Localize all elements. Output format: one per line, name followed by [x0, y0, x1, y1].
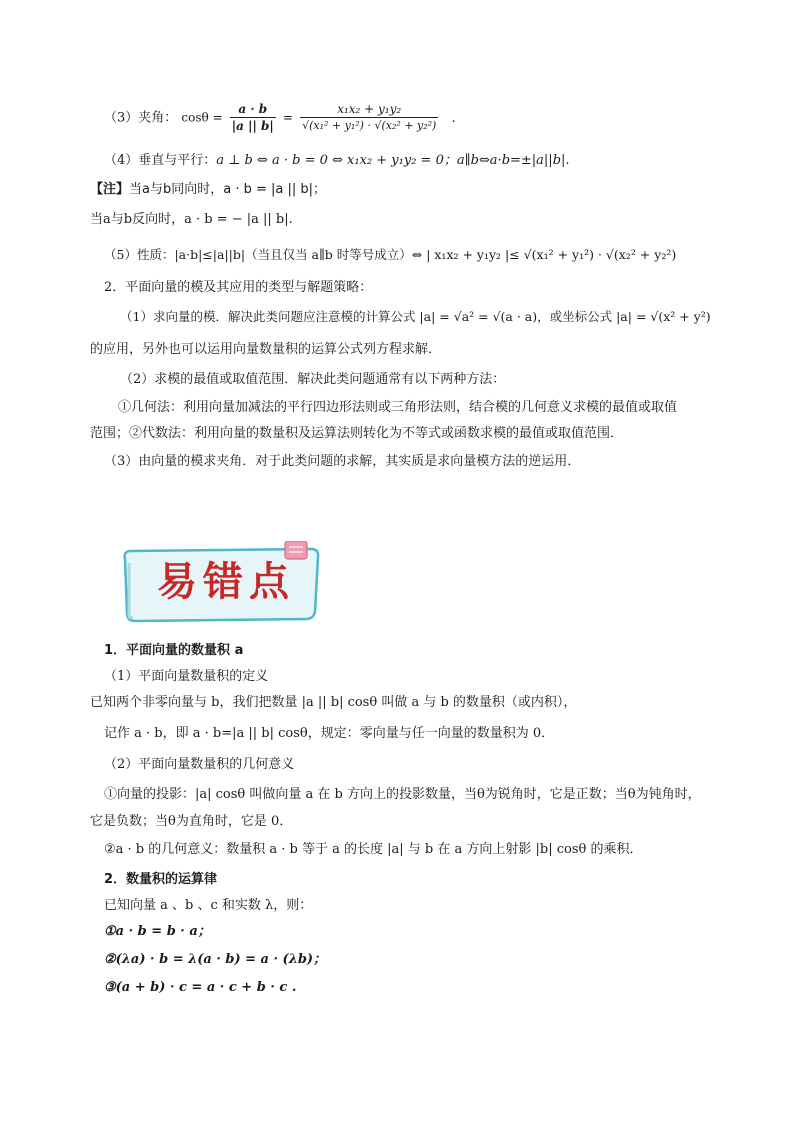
methods-line-1: ①几何法：利用向量加减法的平行四边形法则或三角形法则，结合模的几何意义求模的最值或取值	[118, 400, 678, 415]
property-line: （5）性质：|a·b|≤|a||b|（当且仅当 a∥b 时等号成立）⇔ | x₁x₂ + y₁y₂ |≤ √(x₁² + y₁²) · √(x₂² + y₂²)	[104, 247, 677, 262]
laws-intro: 已知向量 a 、b 、c 和实数 λ，则：	[104, 898, 313, 913]
law-distributive: ③(a + b) · c = a · c + b · c .	[104, 980, 297, 995]
law-scalar: ②(λa) · b = λ(a · b) = a · (λb)；	[104, 952, 327, 967]
methods-line-2: 范围；②代数法：利用向量的数量积及运算法则转化为不等式或函数求模的最值或取值范围．	[90, 426, 624, 441]
geometric-subheading: （2）平面向量数量积的几何意义	[104, 757, 295, 772]
definition-line-1: 已知两个非零向量与 b，我们把数量 |a || b| cosθ 叫做 a 与 b 的数量积（或内积），	[90, 695, 577, 710]
angle-fraction-vector: $\frac{a \cdot b}{|a || b|}$	[231, 102, 274, 133]
laws-heading: 2．数量积的运算律	[104, 872, 218, 887]
note-line-1: 【注】当a与b同向时，a · b = |a || b|；	[90, 182, 327, 197]
perpendicular-parallel-line: （4）垂直与平行：a ⊥ b ⇔ a · b = 0 ⇔ x₁x₂ + y₁y₂ = 0；a∥b⇔a·b=±|a||b|.	[104, 153, 570, 168]
law-commutative: ①a · b = b · a；	[104, 924, 211, 939]
error-prone-banner	[117, 541, 325, 625]
range-para: （2）求模的最值或取值范围．解决此类问题通常有以下两种方法：	[120, 372, 506, 387]
angle-formula-line: （3）夹角： cosθ = $\frac{a \cdot b}{|a || b|}$ = $\frac{\text{x₁x₂ + y₁y₂}}{\text{√(x₁² + y₁²) · √(x₂² + y₂²)}}$ .	[104, 102, 456, 133]
definition-line-2: 记作 a · b，即 a · b=|a || b| cosθ，规定：零向量与任一向量的数量积为 0．	[104, 726, 555, 741]
note-line-2: 当a与b反向时，a · b = − |a || b|.	[90, 212, 293, 227]
modulus-para-line-2: 的应用，另外也可以运用向量数量积的运算公式列方程求解．	[90, 342, 442, 357]
note-label: 【注】	[90, 182, 130, 197]
angle-label: （3）夹角：	[104, 110, 178, 126]
modulus-para-line-1: （1）求向量的模．解决此类问题应注意模的计算公式 |a| = √a² = √(a · a)，或坐标公式 |a| = √(x² + y²)	[120, 309, 711, 324]
projection-line-1: ①向量的投影：|a| cosθ 叫做向量 a 在 b 方向上的投影数量，当θ为锐角时，它是正数；当θ为钝角时，	[104, 787, 701, 802]
angle-fraction-coordinates: $\frac{\text{x₁x₂ + y₁y₂}}{\text{√(x₁² + y₁²) · √(x₂² + y₂²)}}$	[302, 102, 437, 132]
banner-title: 易错点	[157, 558, 295, 605]
cos-theta: cosθ =	[181, 110, 223, 125]
section2-heading: 2．平面向量的模及其应用的类型与解题策略：	[104, 280, 373, 295]
definition-subheading: （1）平面向量数量积的定义	[104, 669, 269, 684]
angle-from-modulus-para: （3）由向量的模求夹角．对于此类问题的求解，其实质是求向量模方法的逆运用．	[104, 454, 581, 469]
geometric-meaning-line: ②a · b 的几何意义：数量积 a · b 等于 a 的长度 |a| 与 b 在 a 方向上射影 |b| cosθ 的乘积．	[104, 842, 643, 857]
dot-product-heading: 1．平面向量的数量积 a	[104, 643, 244, 658]
projection-line-2: 它是负数；当θ为直角时，它是 0．	[90, 814, 293, 829]
